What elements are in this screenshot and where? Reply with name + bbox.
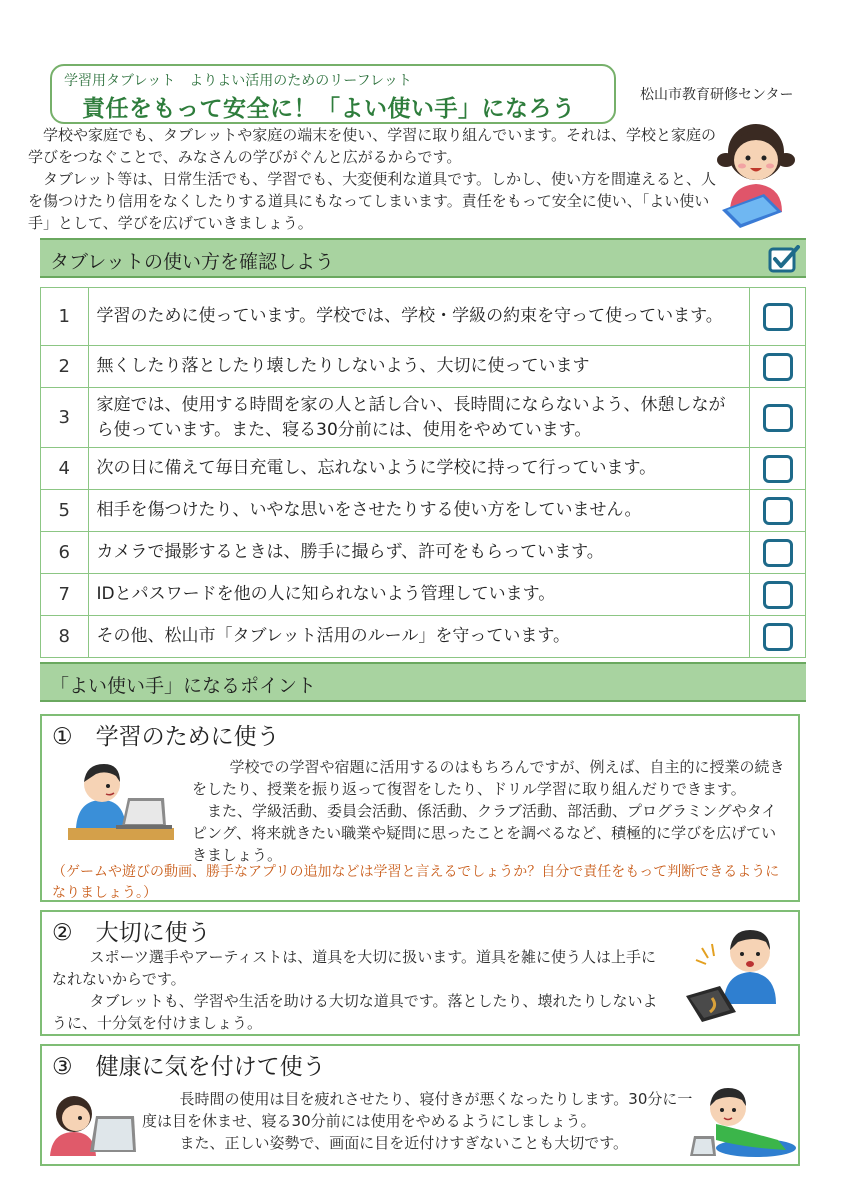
boy-dropping-computer-illustration [684, 914, 796, 1026]
organization-name: 松山市教育研修センター [640, 87, 794, 103]
point-note: （ゲームや遊びの動画、勝手なアプリの追加などは学習と言えるでしょうか？自分で責任をもって判断できるようになりましょう。） [52, 864, 780, 901]
item-number: 1 [41, 288, 89, 346]
item-text: 家庭では、使用する時間を家の人と話し合い、長時間にならないよう、休憩しながら使っています。また、寝る30分前には、使用をやめています。 [88, 388, 750, 448]
checklist-heading: タブレットの使い方を確認しよう [50, 251, 335, 273]
checkbox[interactable] [763, 303, 793, 331]
item-number: 6 [41, 532, 89, 574]
boy-studying-illustration [66, 756, 178, 842]
checkbox[interactable] [763, 623, 793, 651]
checklist-table [40, 287, 806, 658]
checklist-row [41, 490, 806, 532]
points-header [40, 662, 806, 702]
point-paragraph: また、正しい姿勢で、画面に目を近付けすぎないことも大切です。 [179, 1134, 629, 1152]
checklist-row [41, 532, 806, 574]
checklist-row [41, 288, 806, 346]
item-text: 学習のために使っています。学校では、学校・学級の約束を守って使っています。 [88, 288, 750, 346]
point-paragraph: また、学級活動、委員会活動、係活動、クラブ活動、部活動、プログラミングやタイピング、将来就きたい職業や疑問に思ったことを調べるなど、積極的に学びを広げていきましょう。 [192, 802, 777, 864]
item-text: 無くしたり落としたり壊したりしないよう、大切に使っています [88, 346, 750, 388]
item-text: IDとパスワードを他の人に知られないよう管理しています。 [88, 574, 750, 616]
point-body [142, 1088, 702, 1154]
checklist-row [41, 448, 806, 490]
item-number: 5 [41, 490, 89, 532]
points-heading: 「よい使い手」になるポイント [50, 675, 317, 697]
item-number: 3 [41, 388, 89, 448]
item-number: 4 [41, 448, 89, 490]
checklist-header [40, 238, 806, 278]
point-paragraph: 長時間の使用は目を疲れさせたり、寝付きが悪くなったりします。30分に一度は目を休ませ、寝る30分前には使用をやめるようにしましょう。 [142, 1090, 693, 1130]
checklist-row [41, 346, 806, 388]
point-paragraph: 学校での学習や宿題に活用するのはもちろんですが、例えば、自主的に授業の続きをしたり、授業を振り返って復習をしたり、ドリル学習に取り組んだりできます。 [192, 758, 785, 798]
leaflet-subtitle: 学習用タブレット よりよい活用のためのリーフレット [64, 73, 412, 89]
leaflet-title: 責任をもって安全に！「よい使い手」になろう [82, 96, 576, 122]
intro-paragraph: 学校や家庭でも、タブレットや家庭の端末を使い、学習に取り組んでいます。それは、学校と家庭の学びをつなぐことで、みなさんの学びがぐんと広がるからです。 [28, 126, 717, 166]
item-text: 次の日に備えて毎日充電し、忘れないように学校に持って行っています。 [88, 448, 750, 490]
point-body [192, 756, 790, 866]
checkbox[interactable] [763, 455, 793, 483]
checkbox[interactable] [763, 353, 793, 381]
point-paragraph: スポーツ選手やアーティストは、道具を大切に扱います。道具を雑に使う人は上手になれないからです。 [52, 948, 657, 988]
checkbox[interactable] [763, 497, 793, 525]
intro-paragraph: タブレット等は、日常生活でも、学習でも、大変便利な道具です。しかし、使い方を間違えると、人を傷つけたり信用をなくしたりする道具にもなってしまいます。責任をもって安全に使い、「よい使い手」として、学びを広げていきましょう。 [28, 170, 717, 232]
item-number: 8 [41, 616, 89, 658]
checkbox[interactable] [763, 581, 793, 609]
checklist-row [41, 616, 806, 658]
item-text: その他、松山市「タブレット活用のルール」を守っています。 [88, 616, 750, 658]
point-body [52, 946, 670, 1034]
checklist-row [41, 388, 806, 448]
checkbox[interactable] [763, 539, 793, 567]
title-box [50, 64, 616, 124]
girl-at-laptop-illustration [48, 1086, 140, 1156]
point-title: ③ 健康に気を付けて使う [52, 1054, 326, 1080]
item-number: 7 [41, 574, 89, 616]
point-title: ② 大切に使う [52, 920, 211, 946]
girl-with-tablet-illustration [712, 112, 800, 228]
checklist-row [41, 574, 806, 616]
point-title: ① 学習のために使う [52, 724, 280, 750]
checkbox[interactable] [763, 404, 793, 432]
item-text: カメラで撮影するときは、勝手に撮らず、許可をもらっています。 [88, 532, 750, 574]
item-text: 相手を傷つけたり、いやな思いをさせたりする使い方をしていません。 [88, 490, 750, 532]
boy-lying-with-laptop-illustration [686, 1078, 798, 1160]
checkmark-icon [768, 245, 800, 273]
item-number: 2 [41, 346, 89, 388]
intro-text [28, 124, 718, 234]
point-paragraph: タブレットも、学習や生活を助ける大切な道具です。落としたり、壊れたりしないように、十分気を付けましょう。 [52, 992, 658, 1032]
